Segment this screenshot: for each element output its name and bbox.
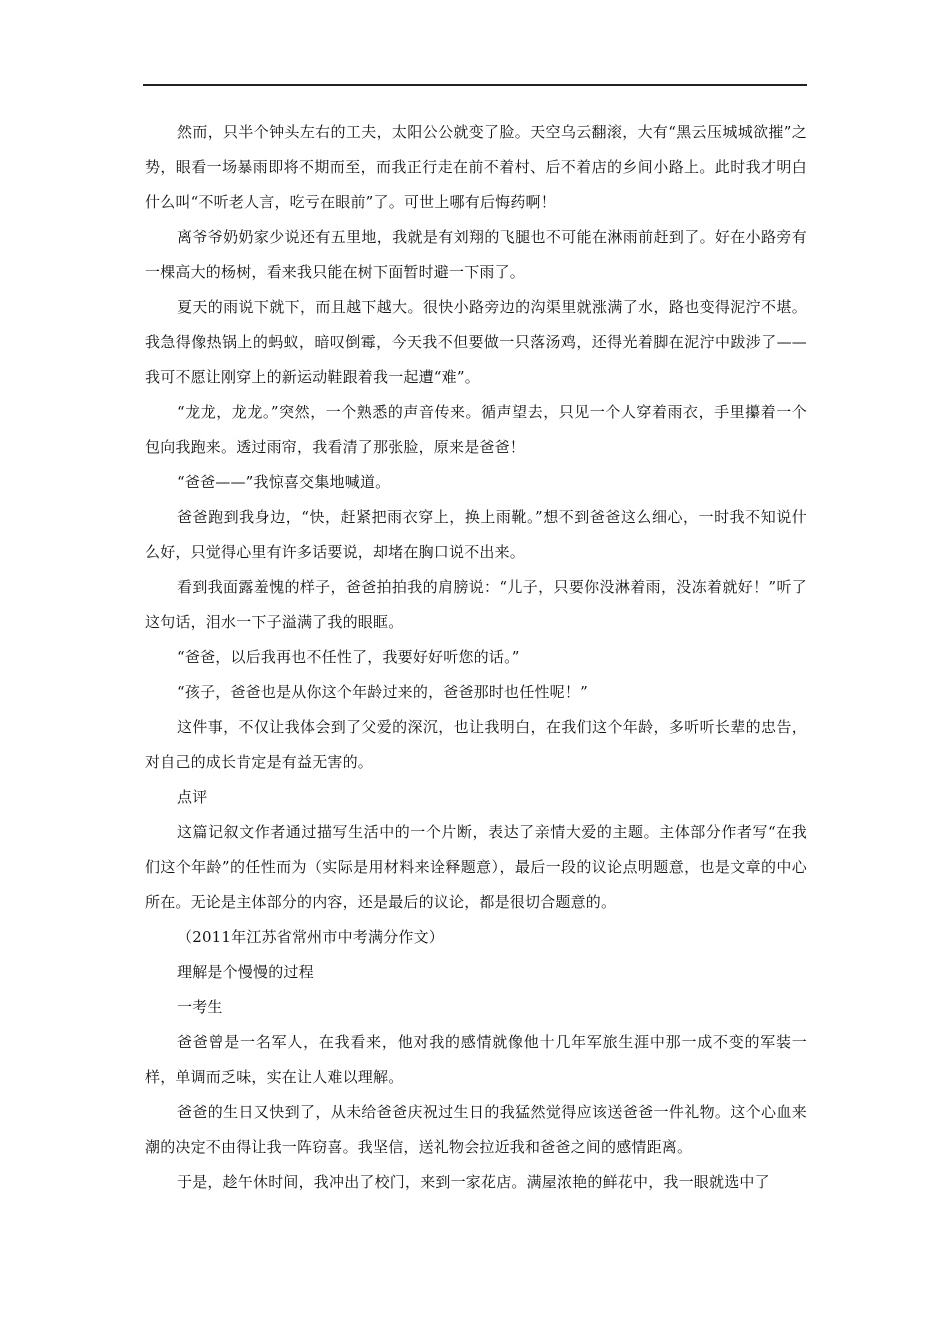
paragraph: “龙龙，龙龙。”突然，一个熟悉的声音传来。循声望去，只见一个人穿着雨衣，手里攥着一个包向我跑来。透过雨帘，我看清了那张脸，原来是爸爸！ [145,403,807,456]
paragraph: 爸爸曾是一名军人，在我看来，他对我的感情就像他十几年军旅生涯中那一成不变的军装一样，单调而乏味，实在让人难以理解。 [145,1033,807,1086]
essay-author: 一考生 [177,998,223,1016]
essay-title: 理解是个慢慢的过程 [177,963,314,981]
paragraph: 这件事，不仅让我体会到了父爱的深沉，也让我明白，在我们这个年龄，多听听长辈的忠告，对自己的成长肯定是有益无害的。 [145,718,807,771]
paragraph: 爸爸跑到我身边，“快，赶紧把雨衣穿上，换上雨靴。”想不到爸爸这么细心，一时我不知说什么好，只觉得心里有许多话要说，却堵在胸口说不出来。 [145,508,807,561]
paragraph: 于是，趁午休时间，我冲出了校门，来到一家花店。满屋浓艳的鲜花中，我一眼就选中了 [177,1173,770,1191]
paragraph: 爸爸的生日又快到了，从未给爸爸庆祝过生日的我猛然觉得应该送爸爸一件礼物。这个心血来潮的决定不由得让我一阵窃喜。我坚信，送礼物会拉近我和爸爸之间的感情距离。 [145,1103,807,1156]
paragraph: “爸爸——”我惊喜交集地喊道。 [177,473,391,491]
paragraph: “孩子，爸爸也是从你这个年龄过来的，爸爸那时也任性呢！” [177,683,588,701]
paragraph: 离爷爷奶奶家少说还有五里地，我就是有刘翔的飞腿也不可能在淋雨前赶到了。好在小路旁有一棵高大的杨树，看来我只能在树下面暂时避一下雨了。 [145,228,807,281]
paragraph: 夏天的雨说下就下，而且越下越大。很快小路旁边的沟渠里就涨满了水，路也变得泥泞不堪。我急得像热锅上的蚂蚁，暗叹倒霉，今天我不但要做一只落汤鸡，还得光着脚在泥泞中跋涉了——我可不愿让刚穿上的新运动鞋跟着我一起遭“难”。 [145,298,807,386]
comment-paragraph: 这篇记叙文作者通过描写生活中的一个片断，表达了亲情大爱的主题。主体部分作者写“在我们这个年龄”的任性而为（实际是用材料来诠释题意），最后一段的议论点明题意，也是文章的中心所在。无论是主体部分的内容，还是最后的议论，都是很切合题意的。 [145,823,807,911]
comment-heading: 点评 [177,788,208,806]
source-note: （2011年江苏省常州市中考满分作文） [177,928,444,946]
paragraph: 看到我面露羞愧的样子，爸爸拍拍我的肩膀说：“儿子，只要你没淋着雨，没冻着就好！”听了这句话，泪水一下子溢满了我的眼眶。 [145,578,807,631]
paragraph: 然而，只半个钟头左右的工夫，太阳公公就变了脸。天空乌云翻滚，大有“黑云压城城欲摧”之势，眼看一场暴雨即将不期而至，而我正行走在前不着村、后不着店的乡间小路上。此时我才明白什么叫“不听老人言，吃亏在眼前”了。可世上哪有后悔药啊！ [145,123,807,211]
document-body [145,115,807,1200]
header-rule [143,84,807,86]
paragraph: “爸爸，以后我再也不任性了，我要好好听您的话。” [177,648,520,666]
